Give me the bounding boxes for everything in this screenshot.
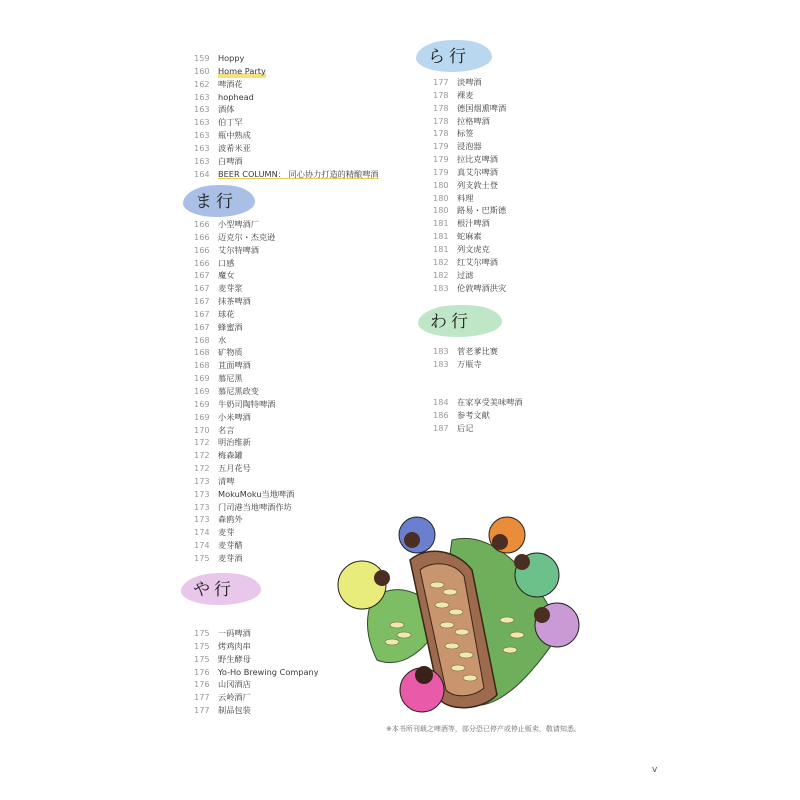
section-heading-ma xyxy=(183,185,255,217)
entry-term: 矿物质 xyxy=(218,347,243,358)
page-ref: 167 xyxy=(194,321,210,332)
section-heading-ra xyxy=(416,40,492,72)
index-entry xyxy=(433,243,633,256)
index-entry xyxy=(433,409,633,422)
entry-term: 伯丁罕 xyxy=(218,117,243,128)
page-ref: 180 xyxy=(433,192,449,203)
page-ref: 183 xyxy=(433,358,449,369)
page-ref: 162 xyxy=(194,78,210,89)
page-ref: 163 xyxy=(194,91,210,102)
heading-text: や行 xyxy=(193,580,235,600)
entry-term: 梅森罐 xyxy=(218,450,243,461)
entry-term: 根汁啤酒 xyxy=(457,218,490,229)
index-entry xyxy=(433,204,633,217)
page-ref: 177 xyxy=(433,77,449,87)
index-entry xyxy=(433,217,633,230)
index-entry xyxy=(194,244,394,257)
index-entry xyxy=(194,321,394,334)
page-ref: 176 xyxy=(194,666,210,677)
entry-term: 烤鸡肉串 xyxy=(218,640,251,651)
page-ref: 163 xyxy=(194,130,210,141)
page-ref: 184 xyxy=(433,397,449,407)
entry-term: Home Party xyxy=(218,65,266,76)
page-ref: 178 xyxy=(433,89,449,100)
entry-term: MokuMoku当地啤酒 xyxy=(218,488,295,499)
footnote: ※本书所刊载之啤酒等，部分恐已停产或停止贩卖，敬请知悉。 xyxy=(386,725,581,733)
entry-term: 五月花号 xyxy=(218,463,251,474)
index-entry xyxy=(194,334,394,347)
index-entry xyxy=(194,231,394,244)
page-ref: 175 xyxy=(194,640,210,651)
entry-term: 参考文献 xyxy=(457,409,490,420)
index-entry xyxy=(194,488,394,501)
index-entry xyxy=(433,115,633,128)
index-entry xyxy=(194,168,394,181)
page-ref: 182 xyxy=(433,256,449,267)
page-ref: 163 xyxy=(194,117,210,128)
page-ref: 164 xyxy=(194,168,210,179)
entry-term: 云岭酒厂 xyxy=(218,692,251,703)
heading-text: ら行 xyxy=(428,47,470,67)
page-ref: 179 xyxy=(433,141,449,152)
entry-term: 野生酵母 xyxy=(218,653,251,664)
entry-term: 小米啤酒 xyxy=(218,411,251,422)
page-ref: 159 xyxy=(194,53,210,63)
index-entry xyxy=(433,345,633,358)
entry-term: 路易・巴斯德 xyxy=(457,205,507,216)
entry-term: 蛇麻素 xyxy=(457,231,482,242)
page-ref: 169 xyxy=(194,385,210,396)
index-entry xyxy=(194,295,394,308)
index-entry xyxy=(194,129,394,142)
index-entry xyxy=(433,256,633,269)
entry-term: 啤酒花 xyxy=(218,78,243,89)
index-list-ha xyxy=(194,52,394,180)
entry-term: 万瓶寺 xyxy=(457,358,482,369)
page-ref: 178 xyxy=(433,102,449,113)
entry-term: 菅老爹比赛 xyxy=(457,346,498,356)
page-ref: 183 xyxy=(433,282,449,293)
index-entry xyxy=(433,422,633,435)
index-entry xyxy=(433,179,633,192)
entry-term: 苴面啤酒 xyxy=(218,360,251,371)
page-ref: 177 xyxy=(194,705,210,716)
entry-term: 魔女 xyxy=(218,270,235,281)
entry-term: 水 xyxy=(218,334,227,345)
index-entry xyxy=(433,153,633,166)
index-entry xyxy=(194,475,394,488)
page-ref: 169 xyxy=(194,373,210,384)
page-ref: 169 xyxy=(194,411,210,422)
index-entry xyxy=(194,372,394,385)
page-ref: 163 xyxy=(194,142,210,153)
entry-term: 伦敦啤酒洪灾 xyxy=(457,282,507,293)
page-ref: 160 xyxy=(194,65,210,76)
page-ref: 182 xyxy=(433,269,449,280)
index-list-end xyxy=(433,396,633,435)
page-ref: 175 xyxy=(194,552,210,563)
index-entry xyxy=(194,308,394,321)
entry-term: 淡啤酒 xyxy=(457,77,482,87)
page-ref: 166 xyxy=(194,231,210,242)
index-entry xyxy=(194,257,394,270)
page-ref: 177 xyxy=(194,692,210,703)
page-number: v xyxy=(652,765,658,775)
index-entry xyxy=(194,65,394,78)
entry-term: 真艾尔啤酒 xyxy=(457,166,498,177)
page-ref: 183 xyxy=(433,346,449,356)
entry-term: 波希米亚 xyxy=(218,142,251,153)
entry-term: 瓶中熟成 xyxy=(218,130,251,141)
entry-term: 门司港当地啤酒作坊 xyxy=(218,501,292,512)
entry-term: 慕尼黑 xyxy=(218,373,243,384)
index-entry xyxy=(194,78,394,91)
index-entry xyxy=(194,103,394,116)
page-ref: 174 xyxy=(194,527,210,538)
page-ref: 167 xyxy=(194,270,210,281)
page-ref: 167 xyxy=(194,308,210,319)
entry-term: 在家享受美味啤酒 xyxy=(457,397,523,407)
page-ref: 179 xyxy=(433,166,449,177)
index-entry xyxy=(194,436,394,449)
entry-term: 麦芽酒 xyxy=(218,552,243,563)
entry-term: 一码啤酒 xyxy=(218,628,251,638)
page-ref: 186 xyxy=(433,409,449,420)
page-ref: 173 xyxy=(194,475,210,486)
entry-term: 料理 xyxy=(457,192,474,203)
entry-term: 标签 xyxy=(457,128,474,139)
page-ref: 168 xyxy=(194,347,210,358)
section-heading-ya xyxy=(181,573,261,605)
index-entry xyxy=(194,449,394,462)
index-entry xyxy=(433,396,633,409)
entry-term: 小型啤酒厂 xyxy=(218,219,259,229)
entry-term: 牛奶司陶特啤酒 xyxy=(218,398,276,409)
page-ref: 168 xyxy=(194,360,210,371)
entry-term: 山冈酒店 xyxy=(218,679,251,690)
index-entry xyxy=(194,155,394,168)
index-entry xyxy=(194,411,394,424)
entry-term: 后记 xyxy=(457,422,474,433)
index-entry xyxy=(433,127,633,140)
index-entry xyxy=(194,398,394,411)
index-entry xyxy=(194,142,394,155)
entry-term: 迈克尔・杰克逊 xyxy=(218,231,276,242)
page-ref: 168 xyxy=(194,334,210,345)
index-entry xyxy=(433,140,633,153)
page-ref: 166 xyxy=(194,257,210,268)
heading-text: ま行 xyxy=(195,192,237,212)
section-heading-wa xyxy=(418,305,502,337)
entry-term: 浸泡器 xyxy=(457,141,482,152)
entry-term: 蜂蜜酒 xyxy=(218,321,243,332)
page-ref: 180 xyxy=(433,205,449,216)
page-ref: 178 xyxy=(433,115,449,126)
page-ref: 187 xyxy=(433,422,449,433)
page-ref: 179 xyxy=(433,154,449,165)
entry-term: 名言 xyxy=(218,424,235,435)
entry-term: 明治维新 xyxy=(218,437,251,448)
page-ref: 167 xyxy=(194,283,210,294)
entry-term: 制品包装 xyxy=(218,705,251,716)
entry-term: 口感 xyxy=(218,257,235,268)
entry-term: 过滤 xyxy=(457,269,474,280)
entry-term: 德国烟熏啤酒 xyxy=(457,102,507,113)
page-ref: 167 xyxy=(194,296,210,307)
entry-term: 麦芽 xyxy=(218,527,235,538)
index-entry xyxy=(433,166,633,179)
page-ref: 166 xyxy=(194,244,210,255)
entry-term: 拉格啤酒 xyxy=(457,115,490,126)
entry-term: 红艾尔啤酒 xyxy=(457,256,498,267)
entry-term: 裸麦 xyxy=(457,89,474,100)
entry-term: hophead xyxy=(218,91,254,102)
page-ref: 172 xyxy=(194,437,210,448)
entry-term: BEER COLUMN： 同心协力打造的精酿啤酒 xyxy=(218,168,379,179)
entry-term: 拉比克啤酒 xyxy=(457,154,498,165)
index-list-wa xyxy=(433,345,633,371)
page-ref: 173 xyxy=(194,514,210,525)
page-ref: 181 xyxy=(433,218,449,229)
page-ref: 173 xyxy=(194,488,210,499)
index-entry xyxy=(194,269,394,282)
page-ref: 181 xyxy=(433,243,449,254)
page-ref: 180 xyxy=(433,179,449,190)
index-entry xyxy=(433,282,633,295)
entry-term: 列支敦士登 xyxy=(457,179,498,190)
entry-term: 酒体 xyxy=(218,104,235,115)
index-entry xyxy=(194,359,394,372)
index-entry xyxy=(433,192,633,205)
page-ref: 166 xyxy=(194,219,210,229)
entry-term: 麦芽醋 xyxy=(218,540,243,551)
index-entry xyxy=(194,385,394,398)
page-ref: 163 xyxy=(194,104,210,115)
index-entry xyxy=(194,91,394,104)
index-entry xyxy=(194,218,394,231)
entry-term: 麦芽浆 xyxy=(218,283,243,294)
index-entry xyxy=(194,462,394,475)
page-ref: 173 xyxy=(194,501,210,512)
index-entry xyxy=(433,230,633,243)
index-entry xyxy=(194,424,394,437)
entry-term: 球花 xyxy=(218,308,235,319)
page-ref: 176 xyxy=(194,679,210,690)
page-ref: 163 xyxy=(194,155,210,166)
page-ref: 172 xyxy=(194,450,210,461)
page-ref: 174 xyxy=(194,540,210,551)
page-ref: 172 xyxy=(194,463,210,474)
page-ref: 178 xyxy=(433,128,449,139)
index-entry xyxy=(194,116,394,129)
page-ref: 175 xyxy=(194,628,210,638)
entry-term: 森鸥外 xyxy=(218,514,243,525)
index-entry xyxy=(194,346,394,359)
entry-term: 慕尼黑政变 xyxy=(218,385,259,396)
index-entry xyxy=(433,102,633,115)
entry-term: Hoppy xyxy=(218,53,245,63)
illustration-people-banana-boat xyxy=(332,510,584,718)
index-entry xyxy=(433,76,633,89)
index-entry xyxy=(433,358,633,371)
index-list-ra xyxy=(433,76,633,294)
page-ref: 169 xyxy=(194,398,210,409)
heading-text: わ行 xyxy=(430,312,472,332)
entry-term: 艾尔特啤酒 xyxy=(218,244,259,255)
index-entry xyxy=(433,89,633,102)
entry-term: 列文虎克 xyxy=(457,243,490,254)
entry-term: Yo-Ho Brewing Company xyxy=(218,666,319,677)
page-ref: 181 xyxy=(433,231,449,242)
entry-term: 白啤酒 xyxy=(218,155,243,166)
page-ref: 170 xyxy=(194,424,210,435)
index-entry xyxy=(194,52,394,65)
index-entry xyxy=(433,269,633,282)
entry-term: 抹茶啤酒 xyxy=(218,296,251,307)
entry-term: 清啤 xyxy=(218,475,235,486)
page-ref: 175 xyxy=(194,653,210,664)
index-entry xyxy=(194,282,394,295)
